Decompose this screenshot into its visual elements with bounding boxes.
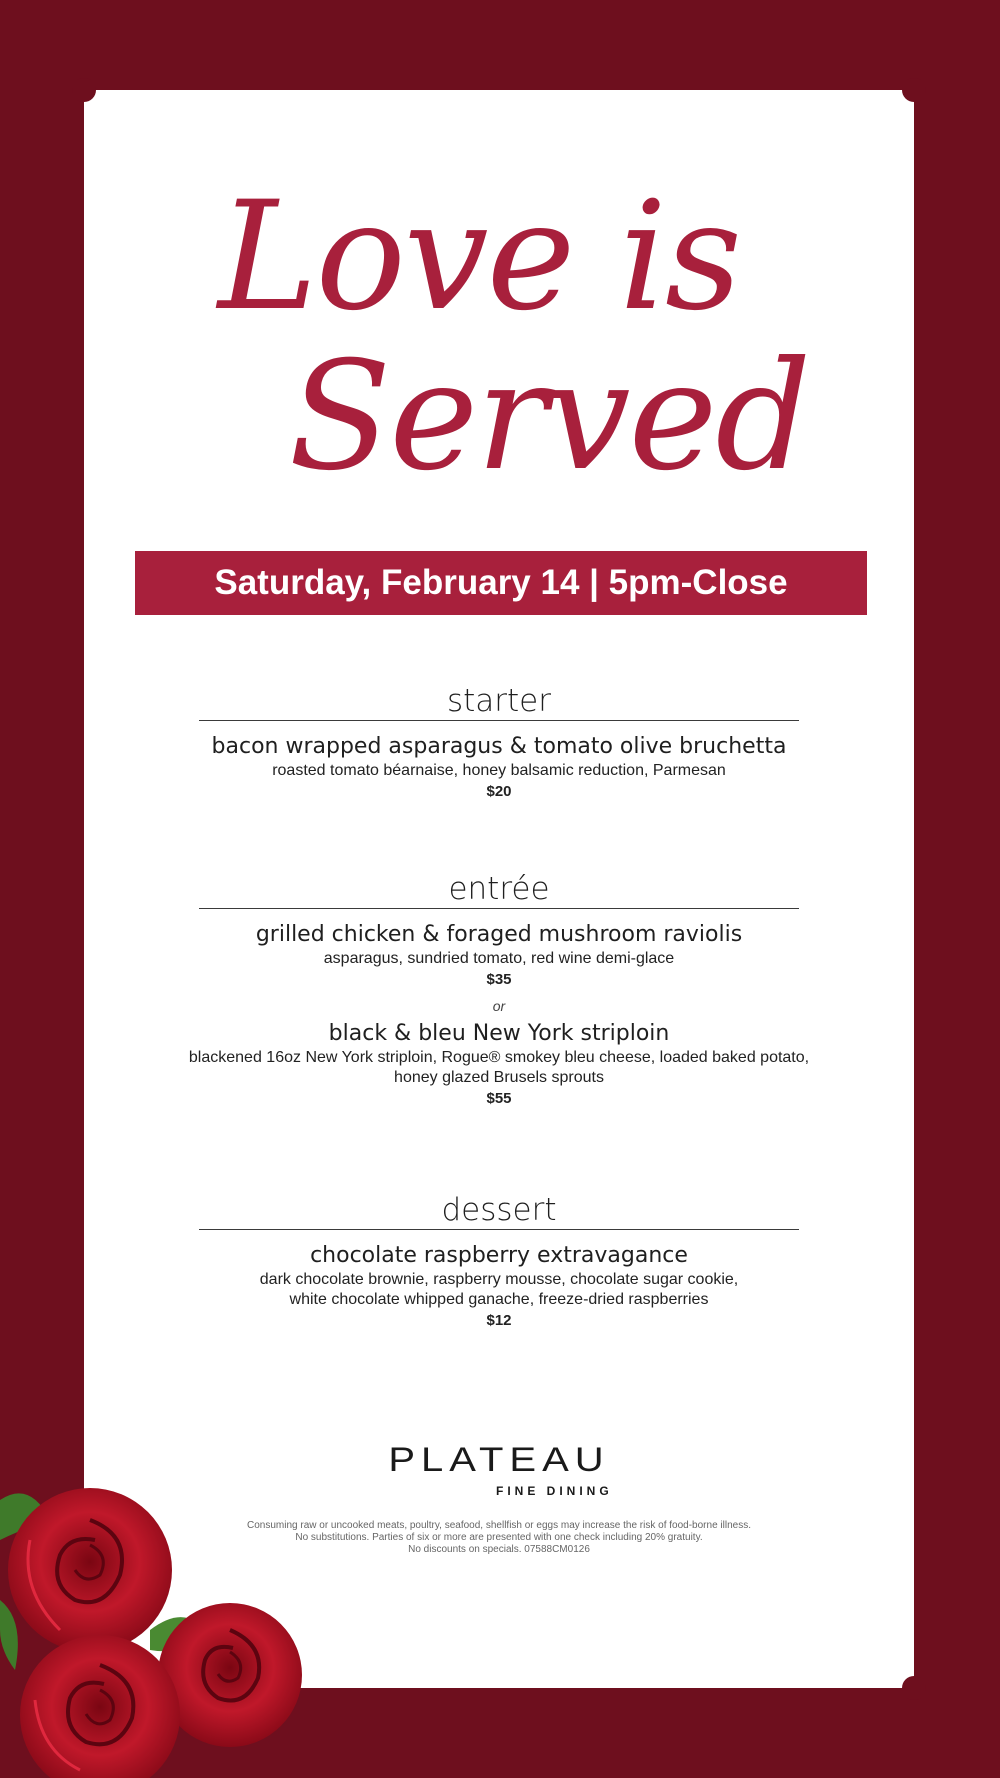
dish-description: dark chocolate brownie, raspberry mousse, chocolate sugar cookie, <box>259 1271 739 1288</box>
title-line-1: Love is <box>217 170 741 344</box>
dish-price: $35 <box>486 971 512 988</box>
dish-price: $55 <box>486 1090 512 1107</box>
logo-subtitle: FINE DINING <box>496 1484 613 1498</box>
roses-image <box>0 1480 340 1778</box>
logo-wordmark: PLATEAU <box>388 1441 610 1479</box>
date-banner: Saturday, February 14 | 5pm-Close <box>135 551 867 615</box>
section-divider <box>199 720 799 721</box>
dish-description: honey glazed Brusels sprouts <box>394 1069 604 1086</box>
disclaimer-line: No substitutions. Parties of six or more are presented with one check including 20% gratuity. <box>295 1532 703 1543</box>
dish-price: $20 <box>486 783 512 800</box>
entree-section <box>84 870 914 1107</box>
corner-notch <box>902 1676 926 1700</box>
section-divider <box>199 908 799 909</box>
corner-notch <box>72 78 96 102</box>
plateau-logo <box>84 1438 914 1498</box>
dish-description: white chocolate whipped ganache, freeze-dried raspberries <box>289 1291 709 1308</box>
menu-card <box>84 90 914 1688</box>
dish-description: roasted tomato béarnaise, honey balsamic reduction, Parmesan <box>272 762 726 779</box>
starter-section <box>84 682 914 800</box>
title-line-2: Served <box>288 330 810 504</box>
section-heading: starter <box>446 683 552 719</box>
dish-price: $12 <box>486 1312 512 1329</box>
dish-name: chocolate raspberry extravagance <box>310 1243 688 1268</box>
dish-description: blackened 16oz New York striploin, Rogue® smokey bleu cheese, loaded baked potato, <box>188 1049 810 1066</box>
disclaimer-line: No discounts on specials. 07588CM0126 <box>408 1544 590 1555</box>
dish-description: asparagus, sundried tomato, red wine demi-glace <box>323 950 675 967</box>
section-heading: entrée <box>448 871 550 907</box>
dish-name: black & bleu New York striploin <box>328 1021 670 1046</box>
disclaimer-line: Consuming raw or uncooked meats, poultry, seafood, shellfish or eggs may increase the risk of food-borne illness. <box>247 1520 751 1531</box>
or-separator: or <box>492 998 506 1014</box>
corner-notch <box>902 78 926 102</box>
section-divider <box>199 1229 799 1230</box>
dish-name: grilled chicken & foraged mushroom raviolis <box>255 922 743 947</box>
dish-name: bacon wrapped asparagus & tomato olive bruchetta <box>211 734 787 759</box>
section-heading: dessert <box>441 1192 557 1228</box>
dessert-section <box>84 1191 914 1329</box>
